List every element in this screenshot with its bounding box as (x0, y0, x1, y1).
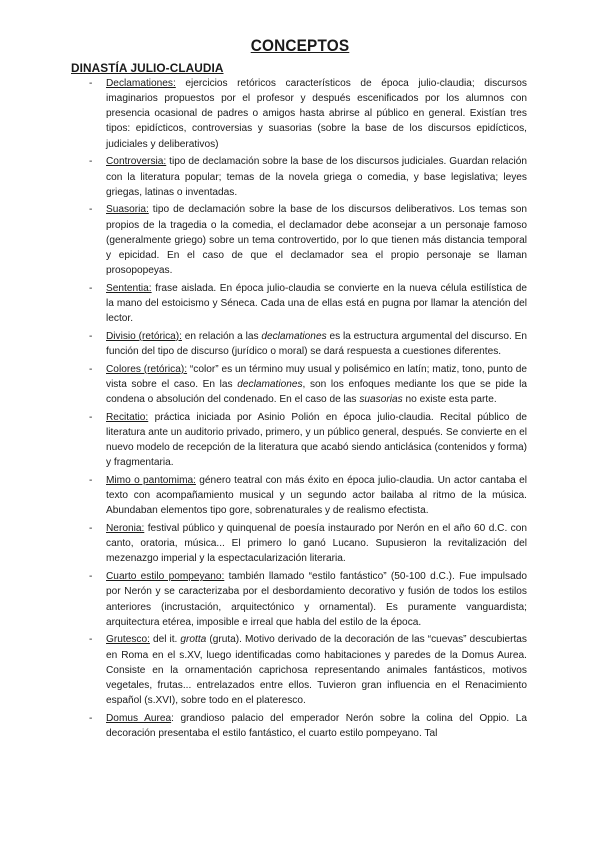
list-item (89, 202, 527, 278)
definition-text: tipo de declamación sobre la base de los discursos judiciales. Guardan relación con la literatura popular; temas de la novela griega o comedia, y base legislativa; leyes griegas, latinas o inventadas. (106, 156, 527, 198)
list-item (89, 410, 527, 471)
concept-term: Grutesco: (106, 634, 150, 646)
list-item (89, 473, 527, 518)
concept-term: Colores (retórica): (106, 363, 188, 375)
concept-list (89, 76, 527, 744)
concept-term: Mimo o pantomima: (106, 475, 196, 487)
list-item (89, 521, 527, 566)
definition-text: práctica iniciada por Asinio Polión en época julio-claudia. Recital público de literatura ante un auditorio privado, primero, y un público general, después. Se convierte en el nuevo modelo de recepción de la literatura que acabó siendo anticlásica (contenidos y forma) y fragmentaria. (106, 411, 527, 469)
bullet-dash: - (89, 475, 93, 487)
definition-text: : grandioso palacio del emperador Nerón sobre la colina del Oppio. La decoración presentaba el estilo fantástico, el cuarto estilo pompeyano. Tal (106, 712, 527, 739)
bullet-dash: - (89, 712, 93, 724)
definition-text: , son los enfoques mediante los que se pide la condena o absolución del condenado. En el caso de las (106, 378, 528, 406)
concept-term: Neronia: (106, 523, 145, 535)
list-item (89, 569, 527, 630)
definition-text: frase aislada. En época julio-claudia se convierte en la nueva célula estilística de la mano del estoicismo y Séneca. Cada una de ellas está en pugna por llamar la atención del lector. (106, 282, 527, 325)
definition-text: género teatral con más éxito en época julio-claudia. Un actor cantaba el texto con acompañamiento musical y un segundo actor bailaba al ritmo de la música. Abundaban elementos tipo gore, sobrenaturales y de realismo efectista. (106, 475, 527, 517)
bullet-dash: - (89, 411, 93, 423)
list-item (89, 154, 527, 199)
definition-text: festival público y quinquenal de poesía instaurado por Nerón en el año 60 d.C. con canto, oratoria, música... El primero lo ganó Lucano. Supusieron la revitalización del mezenazgo imperial y la espectacularización literaria. (106, 523, 527, 565)
bullet-dash: - (89, 330, 93, 342)
list-item (89, 329, 527, 359)
concept-term: Sententia: (106, 282, 152, 294)
list-item (89, 76, 527, 152)
bullet-dash: - (89, 156, 93, 168)
definition-text: (gruta). Motivo derivado de la decoración de las “cuevas” descubiertas en Roma en el s.XV, luego identificadas como habitaciones y paredes de la Domus Aurea. Consiste en la ornamentación caprichosa representando animales fantásticos, motivos vegetales, frutas... entrelazados entre ellos. Tuvieron gran influencia en el Renacimiento español (s.XVI), sobre todo en el plateresco. (106, 634, 527, 707)
concept-term: Controversia: (106, 156, 167, 168)
italic-term: declamationes (261, 330, 327, 342)
concept-term: Suasoria: (106, 204, 149, 216)
concept-term: Recitatio: (106, 411, 149, 423)
italic-term: suasorias (359, 394, 403, 406)
definition-text: ejercicios retóricos característicos de época julio-claudia; discursos imaginarios propuestos por el profesor y después escenificados por los alumnos con presencia ocasional de padres o amigos hasta abrirse al público en general. Existían tres tipos: epidícticos, controversias y suasorias (sobre la base de los discursos epidícticos, judiciales y deliberativos) (106, 78, 527, 150)
definition-text: “color” es un término muy usual y polisémico en latín; matiz, tono, punto de vista sobre el caso. En las (106, 363, 527, 390)
concept-term: Cuarto estilo pompeyano: (106, 571, 225, 583)
bullet-dash: - (89, 571, 93, 583)
definition-text: del it. (152, 634, 178, 646)
list-item (89, 281, 527, 326)
definition-text: en relación a las (184, 330, 259, 342)
concept-term: Declamationes: (106, 78, 176, 89)
section-heading: DINASTÍA JULIO-CLAUDIA (71, 61, 224, 75)
definition-text: tipo de declamación sobre la base de los discursos deliberativos. Los temas son propios de la tragedia o la comedia, el declamador debe aconsejar a un personaje famoso (generalmente griego) sobre un tema controvertido, por lo que tienen más distancia temporal y epicidad. En el caso de que el declamador sea el propio personaje se llaman prosopopeyas. (106, 204, 527, 277)
definition-text: es la estructura argumental del discurso. En función del tipo de discurso (jurídico o moral) se dará respuesta a cuestiones diferentes. (106, 330, 528, 358)
concept-term: Domus Aurea (106, 712, 172, 724)
bullet-dash: - (89, 634, 93, 646)
italic-term: declamationes (237, 378, 303, 390)
bullet-dash: - (89, 78, 93, 89)
definition-text: no existe esta parte. (405, 394, 497, 406)
definition-text: también llamado “estilo fantástico” (50-100 d.C.). Fue impulsado por Nerón y se caracterizaba por el desbordamiento decorativo y fusión de todos los estilos anteriores (incrustación, arquitectónico y ornamental). Es puramente vanguardista; arquitectura etérea, imposible e irreal que habla del estilo de la época. (106, 571, 527, 628)
bullet-dash: - (89, 363, 93, 375)
bullet-dash: - (89, 204, 93, 216)
italic-term: grotta (180, 634, 207, 646)
list-item (89, 711, 527, 741)
bullet-dash: - (89, 282, 93, 294)
list-item (89, 632, 527, 708)
page-title: CONCEPTOS (250, 37, 350, 55)
bullet-dash: - (89, 523, 93, 535)
list-item (89, 362, 527, 407)
concept-term: Divisio (retórica): (106, 330, 182, 342)
